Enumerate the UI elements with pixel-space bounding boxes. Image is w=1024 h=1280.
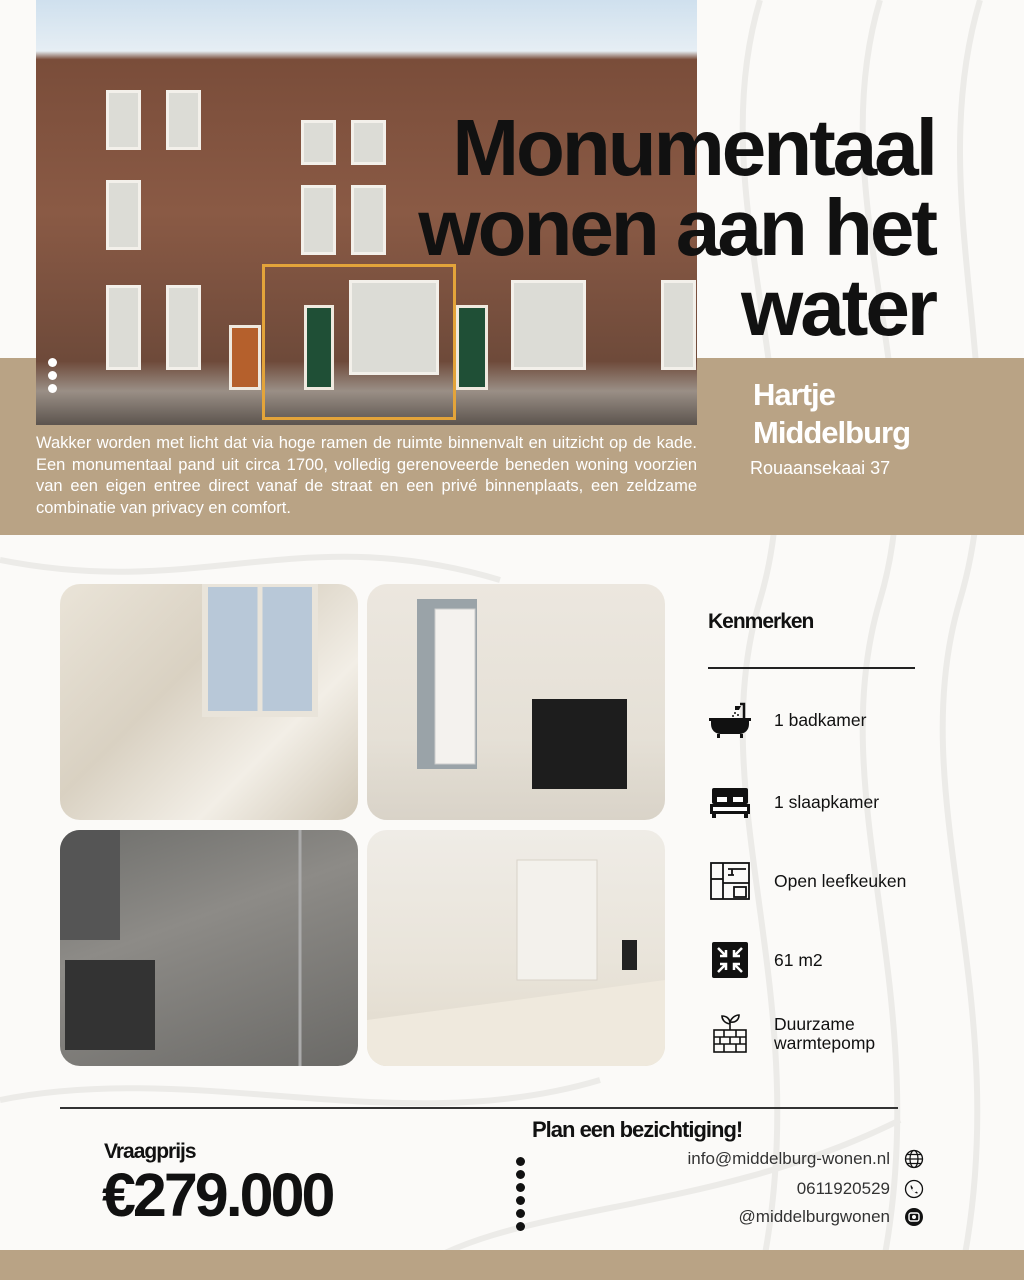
price-label: Vraagprijs bbox=[104, 1140, 196, 1163]
feature-heatpump bbox=[708, 1012, 904, 1056]
footer-band bbox=[0, 1250, 1024, 1280]
description: Wakker worden met licht dat via hoge ramen de ruimte binnenvalt en uitzicht op de kade. Een monumentaal pand uit circa 1700, volledig gerenoveerde beneden woning voorzien van een eigen entree direct vanaf de straat en een privé binnenplaats, een zeldzame combinatie van privacy en comfort. bbox=[36, 434, 697, 517]
bathtub-icon bbox=[708, 698, 752, 742]
decorative-dots bbox=[516, 1157, 526, 1235]
phone-link[interactable]: 0611920529 bbox=[796, 1179, 890, 1198]
headline-line: water bbox=[741, 263, 935, 352]
divider bbox=[708, 667, 915, 669]
feature-area bbox=[708, 938, 823, 982]
area-icon bbox=[708, 938, 752, 982]
headline bbox=[418, 103, 935, 352]
contact-email[interactable] bbox=[688, 1149, 924, 1169]
feature-label: Duurzame warmtepomp bbox=[774, 1014, 876, 1053]
photo-living-room-windows bbox=[60, 584, 358, 820]
email-link[interactable]: info@middelburg-wonen.nl bbox=[687, 1149, 890, 1168]
feature-bedrooms bbox=[708, 780, 879, 824]
camera-icon bbox=[904, 1207, 924, 1227]
features-heading: Kenmerken bbox=[708, 610, 814, 633]
contact-heading: Plan een bezichtiging! bbox=[532, 1117, 743, 1142]
address: Rouaansekaai 37 bbox=[750, 458, 891, 478]
decorative-dots bbox=[48, 358, 60, 397]
price-value: €279.000 bbox=[102, 1161, 333, 1229]
bed-icon bbox=[708, 780, 752, 824]
contact-phone[interactable] bbox=[797, 1179, 924, 1199]
headline-line: Monumentaal bbox=[452, 103, 935, 192]
contact-instagram[interactable] bbox=[739, 1207, 924, 1227]
photo-room-fireplace bbox=[367, 584, 665, 820]
feature-label: 61 m2 bbox=[774, 949, 823, 970]
photo-bathroom bbox=[60, 830, 358, 1066]
feature-bathrooms bbox=[708, 698, 866, 742]
divider bbox=[60, 1107, 898, 1109]
feature-kitchen bbox=[708, 859, 906, 903]
feature-label: 1 badkamer bbox=[774, 709, 867, 730]
sustainable-icon bbox=[708, 1012, 752, 1056]
location-line: Hartje bbox=[753, 377, 835, 412]
kitchen-icon bbox=[708, 859, 752, 903]
headline-line: wonen aan het bbox=[418, 183, 935, 272]
location-line: Middelburg bbox=[753, 415, 911, 450]
feature-label: 1 slaapkamer bbox=[774, 791, 880, 812]
location-title bbox=[753, 376, 910, 452]
photo-living-area bbox=[367, 830, 665, 1066]
globe-icon bbox=[904, 1149, 924, 1169]
instagram-link[interactable]: @middelburgwonen bbox=[738, 1207, 890, 1226]
feature-label: Open leefkeuken bbox=[774, 870, 907, 891]
phone-icon bbox=[904, 1179, 924, 1199]
